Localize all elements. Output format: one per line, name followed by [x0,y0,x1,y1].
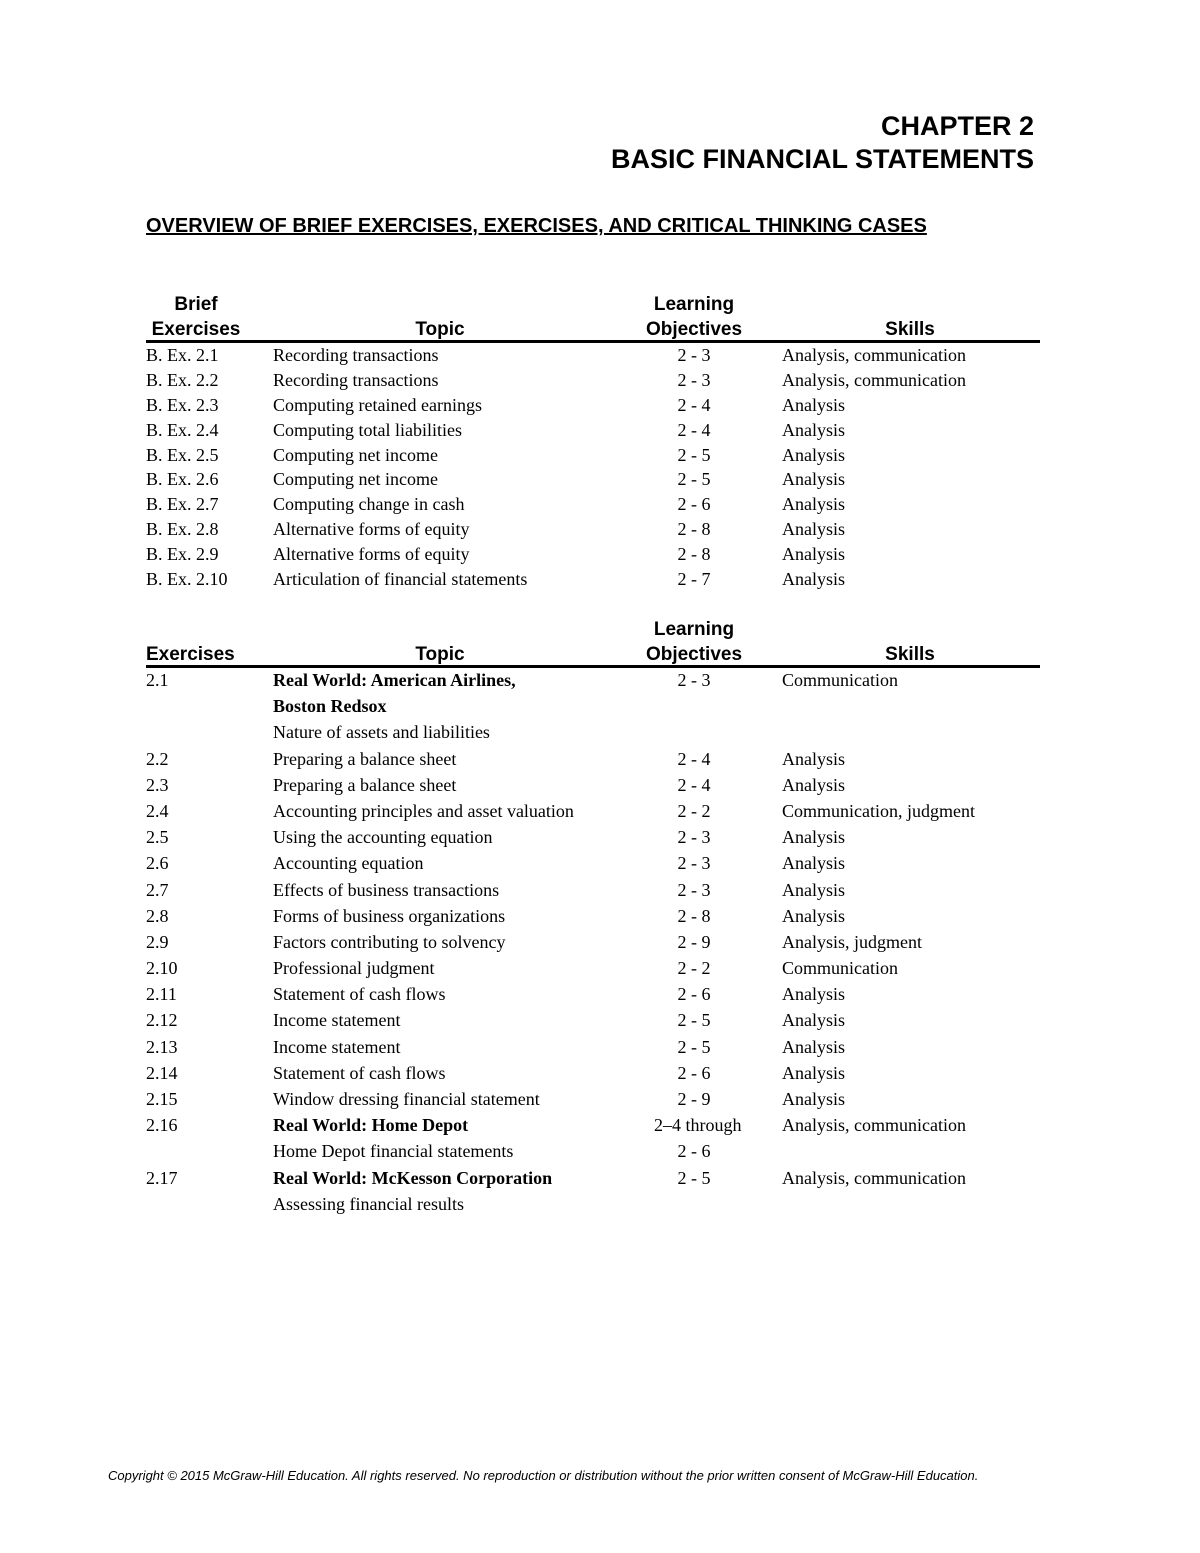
row-learning-objectives: 2 - 5 [677,1036,711,1057]
row-id: 2.17 [146,1167,178,1188]
row-skills: Analysis [782,1036,845,1057]
row-id: B. Ex. 2.8 [146,519,219,540]
header-topic: Topic [415,644,465,665]
row-learning-objectives: 2 - 8 [677,905,711,926]
row-learning-objectives: 2 - 2 [677,958,711,979]
row-learning-objectives: 2 - 4 [677,774,711,795]
header-exercises: Exercises [146,644,235,665]
row-topic: Home Depot financial statements [273,1141,514,1162]
row-id: 2.4 [146,800,169,821]
row-skills: Analysis [782,1089,845,1109]
table-row [146,393,1040,418]
row-learning-objectives: 2 - 4 [677,748,711,769]
row-skills: Analysis [782,419,845,440]
row-skills: Analysis [782,469,845,490]
row-skills: Analysis, communication [782,369,966,390]
row-topic: Statement of cash flows [273,1062,446,1083]
row-id: 2.7 [146,879,169,900]
row-topic: Computing net income [273,469,438,490]
table-row [146,668,1040,694]
row-skills: Analysis [782,1010,845,1031]
row-topic: Real World: McKesson Corporation [273,1167,553,1188]
row-learning-objectives: 2 - 5 [677,444,711,465]
row-learning-objectives: 2 - 9 [677,1089,711,1109]
row-skills: Analysis, communication [782,345,966,365]
table-row [146,982,1040,1008]
row-learning-objectives: 2 - 6 [677,494,711,515]
row-learning-objectives: 2 - 9 [677,931,711,952]
table-row [146,799,1040,825]
exercises-table-body [146,668,1040,1218]
row-skills: Analysis [782,905,845,926]
row-skills: Analysis [782,984,845,1005]
header-learning: Learning [653,294,735,315]
row-learning-objectives: 2 - 5 [677,469,711,490]
row-id: B. Ex. 2.1 [146,345,219,365]
row-topic: Computing net income [273,444,438,465]
row-id: 2.10 [146,958,178,979]
row-topic: Accounting equation [273,853,424,874]
table-row [146,773,1040,799]
row-id: 2.3 [146,774,169,795]
table-row [146,1087,1040,1113]
table-row [146,1035,1040,1061]
table-row [146,1008,1040,1034]
row-learning-objectives: 2 - 3 [677,369,711,390]
row-learning-objectives: 2 - 4 [677,394,711,415]
exercises-table [146,617,1040,1218]
table-row [146,418,1040,443]
copyright-footer: Copyright © 2015 McGraw-Hill Education. All rights reserved. No reproduction or distribution without the prior written consent of McGraw-Hill Education. [108,1468,979,1483]
exercises-table-header [146,617,1040,668]
row-skills: Communication, judgment [782,800,975,821]
row-topic: Nature of assets and liabilities [273,722,490,743]
row-id: 2.8 [146,905,169,926]
row-skills: Analysis [782,519,845,540]
row-topic: Window dressing financial statement [273,1089,540,1109]
row-topic: Effects of business transactions [273,879,500,900]
header-skills: Skills [885,319,935,340]
header-learning: Learning [653,619,735,640]
row-id: B. Ex. 2.5 [146,444,219,465]
row-learning-objectives: 2 - 7 [677,569,711,590]
row-learning-objectives: 2 - 6 [677,1062,711,1083]
table-row [146,878,1040,904]
table-row [146,1061,1040,1087]
row-topic: Preparing a balance sheet [273,748,457,769]
table-row [146,747,1040,773]
row-id: 2.13 [146,1036,178,1057]
row-topic: Income statement [273,1010,401,1031]
row-skills: Analysis [782,748,845,769]
row-skills: Analysis, communication [782,1115,966,1136]
chapter-title: BASIC FINANCIAL STATEMENTS [611,144,1034,174]
row-learning-objectives: 2 - 5 [677,1167,711,1188]
table-row [146,930,1040,956]
row-learning-objectives: 2 - 8 [677,544,711,565]
table-row [146,956,1040,982]
row-topic: Accounting principles and asset valuation [273,800,574,821]
row-skills: Analysis [782,444,845,465]
row-topic: Recording transactions [273,369,439,390]
table-row [146,1192,1040,1218]
header-exercises: Exercises [151,319,241,340]
row-learning-objectives: 2 - 2 [677,800,711,821]
header-brief: Brief [174,294,218,315]
overview-heading: OVERVIEW OF BRIEF EXERCISES, EXERCISES, AND CRITICAL THINKING CASES [146,215,927,237]
brief-exercises-table [146,292,1040,592]
table-row [146,368,1040,393]
row-id: 2.16 [146,1115,178,1136]
row-id: 2.1 [146,670,169,690]
row-topic: Computing retained earnings [273,394,482,415]
brief-table-body [146,343,1040,592]
row-topic: Alternative forms of equity [273,544,470,565]
row-skills: Analysis [782,394,845,415]
row-id: B. Ex. 2.3 [146,394,219,415]
row-topic: Articulation of financial statements [273,569,528,590]
row-id: 2.9 [146,931,169,952]
row-skills: Analysis [782,569,845,590]
row-topic: Forms of business organizations [273,905,506,926]
row-skills: Communication [782,670,898,690]
row-id: B. Ex. 2.9 [146,544,219,565]
row-topic: Boston Redsox [273,696,387,717]
table-row [146,567,1040,592]
table-row [146,1139,1040,1165]
row-topic: Income statement [273,1036,401,1057]
header-skills: Skills [885,644,935,665]
row-id: 2.14 [146,1062,178,1083]
table-row [146,492,1040,517]
row-topic: Recording transactions [273,345,439,365]
row-id: 2.2 [146,748,169,769]
row-skills: Analysis [782,1062,845,1083]
brief-table-header [146,292,1040,343]
row-learning-objectives: 2 - 8 [677,519,711,540]
row-learning-objectives: 2 - 4 [677,419,711,440]
chapter-number: CHAPTER 2 [880,111,1034,141]
row-learning-objectives: 2–4 through [654,1115,742,1136]
header-topic: Topic [415,319,465,340]
table-row [146,825,1040,851]
row-id: 2.5 [146,827,169,848]
row-topic: Using the accounting equation [273,827,493,848]
row-id: B. Ex. 2.4 [146,419,219,440]
row-topic: Factors contributing to solvency [273,931,506,952]
row-id: 2.15 [146,1089,178,1109]
table-row [146,517,1040,542]
header-objectives: Objectives [645,319,743,340]
table-row [146,542,1040,567]
row-id: B. Ex. 2.6 [146,469,219,490]
row-learning-objectives: 2 - 3 [677,853,711,874]
row-id: 2.6 [146,853,169,874]
table-row [146,851,1040,877]
table-row [146,1166,1040,1192]
row-skills: Analysis [782,774,845,795]
table-row [146,904,1040,930]
row-id: B. Ex. 2.10 [146,569,228,590]
row-skills: Communication [782,958,898,979]
row-id: B. Ex. 2.7 [146,494,219,515]
row-topic: Computing change in cash [273,494,465,515]
row-skills: Analysis, communication [782,1167,966,1188]
row-topic: Computing total liabilities [273,419,462,440]
row-learning-objectives: 2 - 3 [677,827,711,848]
header-objectives: Objectives [645,644,743,665]
row-topic: Alternative forms of equity [273,519,470,540]
row-topic: Real World: Home Depot [273,1115,469,1136]
row-id: 2.11 [146,984,177,1005]
row-skills: Analysis, judgment [782,931,922,952]
table-row [146,467,1040,492]
row-topic: Professional judgment [273,958,435,979]
row-learning-objectives: 2 - 6 [677,984,711,1005]
row-skills: Analysis [782,853,845,874]
row-id: 2.12 [146,1010,178,1031]
row-skills: Analysis [782,827,845,848]
row-learning-objectives: 2 - 5 [677,1010,711,1031]
row-skills: Analysis [782,544,845,565]
row-skills: Analysis [782,879,845,900]
row-learning-objectives: 2 - 3 [677,670,711,690]
row-topic: Assessing financial results [273,1193,464,1214]
table-row [146,720,1040,746]
table-row [146,694,1040,720]
row-id: B. Ex. 2.2 [146,369,219,390]
row-skills: Analysis [782,494,845,515]
row-learning-objectives: 2 - 3 [677,879,711,900]
table-row [146,443,1040,468]
table-row [146,343,1040,368]
row-topic: Statement of cash flows [273,984,446,1005]
row-topic: Real World: American Airlines, [273,670,516,690]
row-topic: Preparing a balance sheet [273,774,457,795]
row-learning-objectives: 2 - 6 [677,1141,711,1162]
table-row [146,1113,1040,1139]
row-learning-objectives: 2 - 3 [677,345,711,365]
